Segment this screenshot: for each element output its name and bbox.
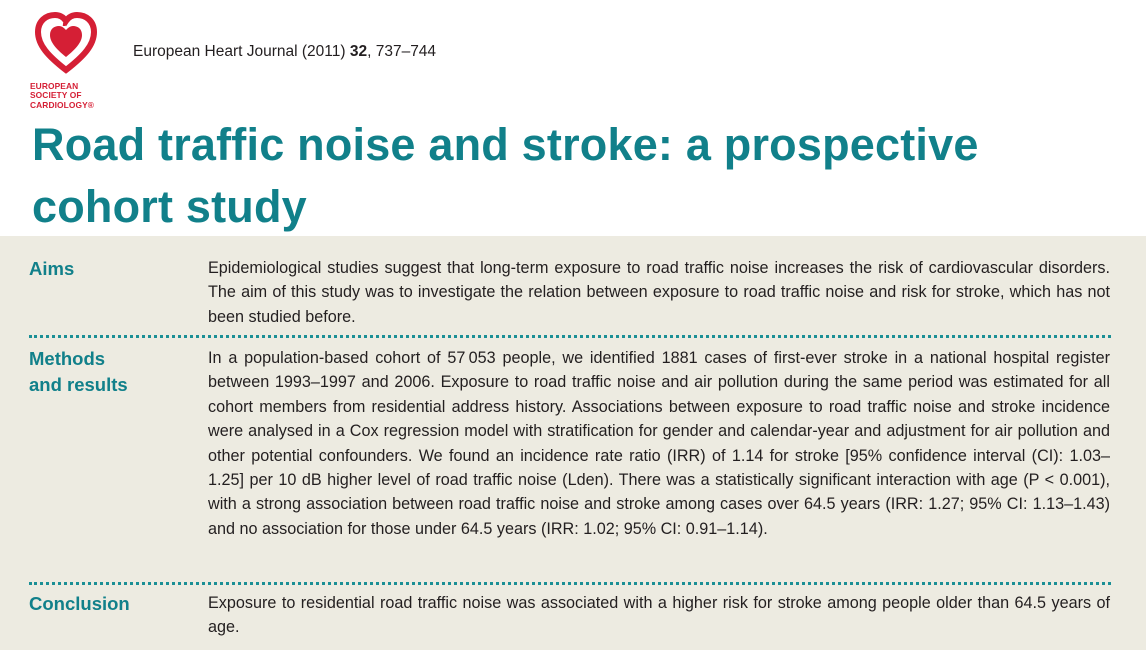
esc-logo	[26, 12, 106, 108]
heart-logo-icon	[34, 12, 98, 74]
conclusion-text: Exposure to residential road traffic noise was associated with a higher risk for stroke among people older than 64.5 years of age.	[208, 594, 1110, 637]
journal-name: European Heart Journal (2011)	[133, 43, 350, 60]
journal-volume: 32	[349, 43, 368, 60]
methods-label: Methods and results	[29, 348, 128, 395]
esc-logo-text: EUROPEAN SOCIETY OF CARDIOLOGY®	[30, 81, 95, 110]
article-title: Road traffic noise and stroke: a prospective cohort study	[32, 119, 979, 232]
journal-citation	[133, 43, 436, 61]
aims-text: Epidemiological studies suggest that long-term exposure to road traffic noise increases the risk of cardiovascular disorders. The aim of this study was to investigate the relation between exposure to road traffic noise and risk for stroke, which has not been studied before.	[208, 259, 1110, 326]
structured-abstract	[0, 236, 1146, 650]
section-divider	[29, 335, 1111, 338]
journal-pages: , 737–744	[367, 43, 437, 60]
aims-label: Aims	[29, 258, 75, 279]
section-divider	[29, 582, 1111, 585]
methods-text: In a population-based cohort of 57 053 people, we identified 1881 cases of first-ever stroke in a national hospital register between 1993–1997 and 2006. Exposure to road traffic noise and air pollution during the same period was estimated for all cohort members from residential address history. Associations between exposure to road traffic noise and stroke incidence were analysed in a Cox regression model with stratification for gender and calendar-year and adjustment for air pollution and other potential confounders. We found an incidence rate ratio (IRR) of 1.14 for stroke [95% confidence interval (CI): 1.03–1.25] per 10 dB higher level of road traffic noise (Lden). There was a statistically significant interaction with age (P < 0.001), with a strong association between road traffic noise and stroke among cases over 64.5 years (IRR: 1.27; 95% CI: 1.13–1.43) and no association for those under 64.5 years (IRR: 1.02; 95% CI: 0.91–1.14).	[208, 349, 1110, 538]
conclusion-label: Conclusion	[29, 593, 130, 614]
